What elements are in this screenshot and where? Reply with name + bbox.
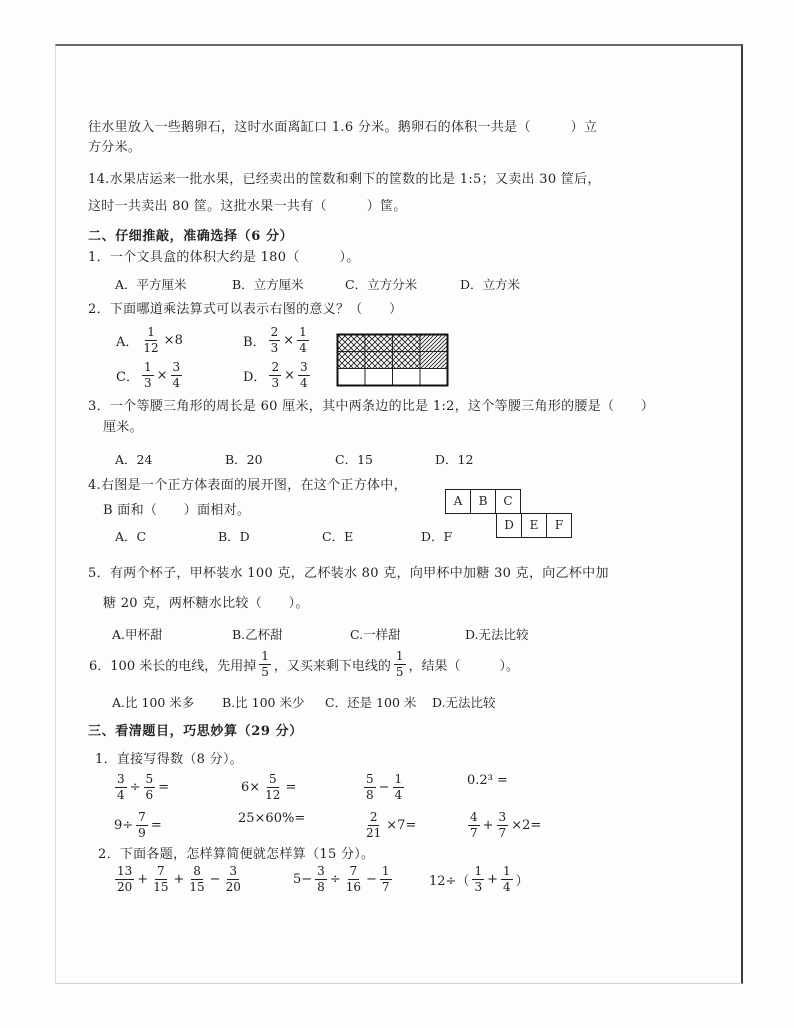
s2-q5-option-d: D.无法比较 [465,627,529,642]
fraction-numerator: 1 [502,864,511,878]
s2-q3-option-c: C．15 [335,452,373,467]
grid-cell [420,352,448,369]
fraction-numerator: 5 [145,772,154,786]
s3-p2-item-1 [113,865,245,894]
fraction [394,650,406,679]
fraction [115,773,127,802]
s3-p1-item-4 [466,773,509,788]
math-text: B． [243,335,266,350]
math-text: 6× [241,780,261,795]
s3-p1-item-8 [466,811,542,840]
fraction-denominator: 5 [395,665,404,679]
grid-cell [420,369,448,386]
fraction [344,865,363,894]
s2-q4-option-b: B．D [218,529,250,544]
fraction [151,865,170,894]
fraction-denominator: 4 [502,880,511,894]
fraction-numerator: 1 [299,325,307,339]
fraction-denominator: 3 [271,376,280,390]
math-text: − [378,780,390,795]
s2-q3-option-b: B．20 [225,452,263,467]
s2-q3-option-a: A．24 [115,452,153,467]
s2-q6-text [88,650,520,679]
fraction-denominator: 20 [117,880,133,894]
math-text: C． [116,370,139,385]
fraction-numerator: 1 [394,772,403,786]
math-text: ÷ [329,872,341,887]
s2-q4-option-a: A．C [115,529,147,544]
grid-cells [338,335,448,386]
fraction [171,361,183,390]
section3-title: 三、看清题目，巧思妙算（29 分） [88,724,303,739]
math-text: 12÷（ [429,874,470,889]
grid-cell [338,369,366,386]
fraction-denominator: 3 [143,376,152,390]
s2-q1-option-c: C．立方分米 [345,277,418,292]
fraction-denominator: 12 [265,788,281,802]
fraction [380,865,392,894]
fraction-denominator: 9 [138,826,146,840]
fraction-numerator: 7 [349,864,358,878]
math-text: × [283,333,295,348]
fraction-denominator: 20 [225,880,241,894]
fraction [263,773,282,802]
s2-q6-option-d: D.无法比较 [432,695,496,710]
fraction-numerator: 1 [147,325,155,339]
fraction-numerator: 2 [369,810,378,824]
q14-line1: 14.水果店运来一批水果，已经卖出的筐数和剩下的筐数的比是 1:5；又卖出 30 筐后， [88,172,601,187]
fraction [224,865,243,894]
fraction-numerator: 7 [138,810,146,824]
s3-p1-item-6 [237,811,306,826]
fraction-numerator: 13 [117,864,133,878]
math-text: 9÷ [114,818,134,833]
grid-cell [393,335,421,352]
grid-cell [338,352,366,369]
s2-q4-option-d: D．F [421,529,453,544]
fraction [259,650,271,679]
cube-net-face-c: C [495,489,521,514]
fraction [501,865,513,894]
s2-q4-line2: B 面和（ ）面相对。 [103,503,251,518]
math-text: × [284,368,295,383]
s2-q2-text: 2．下面哪道乘法算式可以表示右图的意义？（ ） [88,302,403,317]
s2-q2-option-a [115,326,184,355]
fraction-denominator: 4 [172,376,181,390]
s2-q5-line1: 5．有两个杯子，甲杯装水 100 克，乙杯装水 80 克，向甲杯中加糖 30 克，向乙杯中加 [88,566,609,581]
fraction-denominator: 4 [394,788,403,802]
fraction-denominator: 16 [345,880,361,894]
s2-q1-option-d: D．立方米 [460,277,521,292]
fraction-numerator: 3 [172,360,181,374]
grid-cell [365,352,393,369]
fraction-numerator: 3 [117,772,125,786]
math-text: + [137,872,149,887]
fraction-denominator: 4 [299,341,307,355]
q14-line2: 这时一共卖出 80 筐。这批水果一共有（ ）筐。 [88,199,407,214]
s2-q2-option-d [242,361,312,390]
fraction [393,773,405,802]
math-text: ×8 [163,333,183,348]
s2-q2-option-c [115,361,184,390]
s2-q6-option-a: A.比 100 米多 [112,695,195,710]
s3-p1-item-1 [113,773,170,802]
math-text: 5− [293,872,313,887]
s2-q2-option-b [242,326,311,355]
math-text: 25×60%= [238,811,306,826]
s3-part1-title: 1．直接写得数（8 分）。 [95,752,244,767]
math-text: × [156,368,168,383]
fraction-numerator: 3 [299,360,308,374]
fraction-denominator: 8 [317,880,325,894]
q13-line1: 往水里放入一些鹅卵石，这时水面离缸口 1.6 分米。鹅卵石的体积一共是（ ）立 [88,120,598,135]
cube-net-face-e: E [521,513,547,538]
fraction-numerator: 5 [366,772,374,786]
s2-q5-option-b: B.乙杯甜 [232,627,283,642]
fraction [364,773,376,802]
cube-net-face-b: B [470,489,496,514]
s2-q1-text: 1．一个文具盒的体积大约是 180（ ）。 [88,250,360,265]
fraction-denominator: 15 [153,880,169,894]
fraction-numerator: 1 [474,864,483,878]
fraction-denominator: 3 [270,341,279,355]
fraction [269,326,281,355]
math-text: 0.2³ = [467,773,508,788]
s2-q4-line1: 4.右图是一个正方体表面的展开图，在这个正方体中， [88,478,407,493]
fraction-numerator: 2 [270,325,279,339]
s2-q5-line2: 糖 20 克，两杯糖水比较（ ）。 [103,596,309,611]
fraction-denominator: 6 [145,788,154,802]
math-text: ，结果（ ）。 [408,659,520,674]
s2-q5-option-c: C.一样甜 [350,627,401,642]
grid-cell [420,335,448,352]
fraction [269,361,281,390]
cube-net-face-d: D [496,513,522,538]
math-text: = [158,780,170,795]
math-text: + [173,872,185,887]
math-text: = [150,818,162,833]
fraction-numerator: 1 [261,649,269,663]
s3-p1-item-2 [240,773,297,802]
fraction [315,865,327,894]
fraction [298,361,310,390]
fraction [144,773,156,802]
cube-net-face-f: F [546,513,572,538]
math-text: ） [515,874,529,889]
math-text: ÷ [129,780,141,795]
fraction-numerator: 2 [271,360,280,374]
q13-line2: 方分米。 [88,140,142,155]
fraction-denominator: 7 [470,826,478,840]
fraction-denominator: 8 [366,788,374,802]
section2-title: 二、仔细推敲，准确选择（6 分） [88,229,294,244]
fraction-numerator: 5 [268,772,277,786]
fraction [497,811,509,840]
fraction-denominator: 7 [498,826,507,840]
fraction-numerator: 1 [395,649,404,663]
math-text: ×2= [511,818,542,833]
s2-q1-option-a: A．平方厘米 [115,277,187,292]
s3-part2-title: 2．下面各题，怎样算简便就怎样算（15 分）。 [98,847,375,862]
fraction-numerator: 1 [143,360,152,374]
fraction [187,865,206,894]
fraction [468,811,480,840]
fraction-denominator: 3 [474,880,483,894]
fraction-denominator: 4 [299,376,308,390]
s2-q6-option-c: C．还是 100 米 [325,695,417,710]
fraction [142,361,154,390]
fraction-denominator: 7 [381,880,390,894]
math-text: + [482,818,494,833]
s3-p2-item-2 [292,865,394,894]
math-text: ×7= [386,818,417,833]
cube-net-face-a: A [445,489,471,514]
grid-cell [365,369,393,386]
grid-cell [393,352,421,369]
q2-shaded-grid-figure [336,333,449,387]
math-text: − [366,872,377,887]
fraction-numerator: 3 [498,810,507,824]
fraction [472,865,484,894]
fraction-numerator: 3 [229,864,238,878]
math-text: A． [116,335,139,350]
grid-cell [393,369,421,386]
s2-q3-line2: 厘米。 [103,420,143,435]
math-text: − [209,872,221,887]
s2-q5-option-a: A.甲杯甜 [112,627,163,642]
math-text: = [285,780,297,795]
fraction [115,865,134,894]
math-text: D． [243,370,267,385]
fraction-denominator: 4 [117,788,125,802]
s3-p2-item-3 [428,865,530,894]
fraction-numerator: 1 [381,864,390,878]
s3-p1-item-5 [113,811,163,840]
s2-q4-option-c: C．E [322,529,354,544]
fraction-denominator: 21 [366,826,382,840]
fraction-numerator: 4 [470,810,478,824]
s3-p1-item-7 [362,811,417,840]
math-text: 6．100 米长的电线，先用掉 [89,659,257,674]
fraction-numerator: 7 [157,864,165,878]
fraction-denominator: 12 [143,341,159,355]
s2-q3-option-d: D．12 [435,452,474,467]
math-text: ，又买来剩下电线的 [273,659,391,674]
fraction [297,326,309,355]
grid-cell [338,335,366,352]
fraction [136,811,148,840]
s2-q1-option-b: B．立方厘米 [232,277,304,292]
fraction-denominator: 5 [261,665,269,679]
s2-q3-line1: 3．一个等腰三角形的周长是 60 厘米，其中两条边的比是 1:2，这个等腰三角形的腰是（ ） [88,399,655,414]
fraction-numerator: 8 [193,864,201,878]
fraction-numerator: 3 [317,864,325,878]
math-text: + [487,872,498,887]
fraction [141,326,160,355]
fraction-denominator: 15 [189,880,205,894]
grid-cell [365,335,393,352]
s2-q6-option-b: B.比 100 米少 [222,695,305,710]
s3-p1-item-3 [362,773,406,802]
fraction [364,811,383,840]
